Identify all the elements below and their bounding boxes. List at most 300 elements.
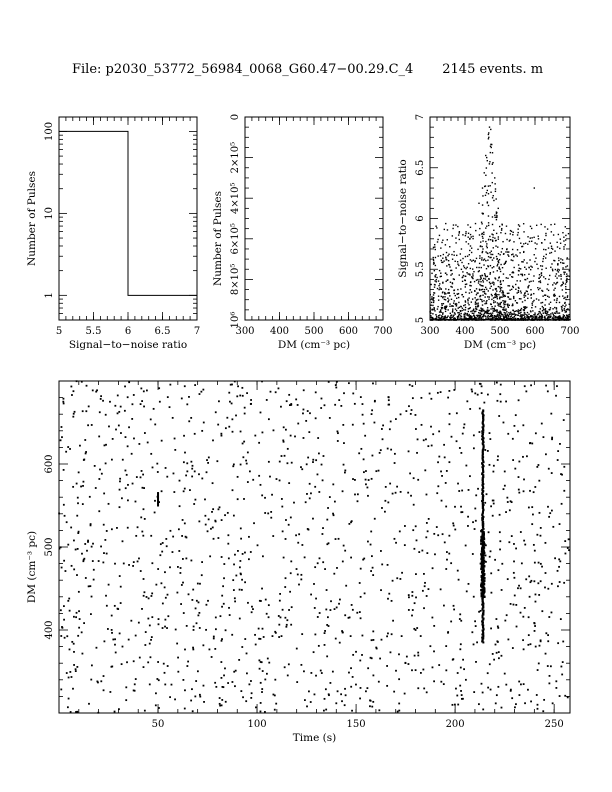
event-point [116, 527, 118, 529]
event-point [229, 401, 231, 403]
data-point [508, 256, 509, 257]
event-point [274, 709, 276, 711]
event-point [274, 679, 276, 681]
data-point [512, 303, 513, 304]
event-point [232, 465, 234, 467]
data-point [485, 251, 486, 252]
data-point [530, 294, 531, 295]
event-point [537, 704, 539, 706]
data-point [465, 286, 466, 287]
data-point [560, 243, 561, 244]
event-count: 2145 events. m [442, 62, 544, 77]
event-point [156, 678, 158, 680]
y-tick-label: 5.5 [415, 261, 426, 278]
data-point [490, 152, 491, 153]
data-point [467, 315, 468, 316]
data-point [512, 305, 513, 306]
data-point [471, 260, 472, 261]
event-point [550, 413, 552, 415]
data-point [552, 269, 553, 270]
data-point [561, 319, 562, 320]
event-point [545, 453, 547, 455]
event-point [363, 458, 365, 460]
data-point [490, 146, 491, 147]
data-point [500, 318, 501, 319]
event-point [244, 407, 246, 409]
event-point [441, 500, 443, 502]
data-point [471, 316, 472, 317]
data-point [480, 281, 481, 282]
data-point [520, 280, 521, 281]
event-point [522, 639, 524, 641]
event-point [120, 602, 122, 604]
event-point [475, 625, 477, 627]
event-point [510, 689, 512, 691]
data-point [488, 279, 489, 280]
event-point [221, 638, 223, 640]
event-point [375, 470, 377, 472]
event-point [244, 638, 246, 640]
event-point [413, 628, 415, 630]
data-point [461, 310, 462, 311]
data-point [552, 319, 553, 320]
event-point [188, 420, 190, 422]
event-point [564, 540, 566, 542]
data-point [481, 299, 482, 300]
event-point [449, 461, 451, 463]
event-point [477, 394, 479, 396]
data-point [483, 314, 484, 315]
event-point [136, 476, 138, 478]
event-point [563, 582, 565, 584]
event-point [524, 702, 526, 704]
event-point [484, 502, 486, 504]
event-point [541, 610, 543, 612]
event-point [404, 693, 406, 695]
event-point [499, 549, 501, 551]
event-point [535, 594, 537, 596]
data-point [541, 317, 542, 318]
event-point [474, 528, 476, 530]
event-point [220, 615, 222, 617]
data-point [506, 239, 507, 240]
event-point [151, 593, 153, 595]
data-point [448, 260, 449, 261]
data-point [485, 155, 486, 156]
data-point [504, 304, 505, 305]
data-point [503, 273, 504, 274]
data-point [481, 233, 482, 234]
event-point [246, 392, 248, 394]
event-point [453, 605, 455, 607]
event-point [180, 567, 182, 569]
event-point [166, 545, 168, 547]
data-point [442, 312, 443, 313]
event-point [399, 531, 401, 533]
data-point [497, 246, 498, 247]
event-point [408, 663, 410, 665]
event-point [245, 460, 247, 462]
event-point [141, 470, 143, 472]
data-point [477, 302, 478, 303]
event-point [369, 699, 371, 701]
data-point [548, 290, 549, 291]
event-point [120, 586, 122, 588]
data-point [524, 300, 525, 301]
event-point [112, 639, 114, 641]
data-point [553, 289, 554, 290]
event-point [100, 398, 102, 400]
data-point [447, 317, 448, 318]
data-point [502, 241, 503, 242]
data-point [520, 290, 521, 291]
event-point [450, 562, 452, 564]
event-point [477, 488, 479, 490]
event-point [143, 406, 145, 408]
snr-histogram-panel [26, 117, 200, 351]
event-point [534, 562, 536, 564]
y-tick-label: 10 [44, 207, 55, 220]
event-point [167, 665, 169, 667]
event-point [146, 390, 148, 392]
event-point [422, 669, 424, 671]
event-point [103, 524, 105, 526]
event-point [336, 607, 338, 609]
event-point [161, 490, 163, 492]
event-point [231, 403, 233, 405]
event-point [157, 471, 159, 473]
data-point [466, 267, 467, 268]
event-point [514, 425, 516, 427]
data-point [445, 257, 446, 258]
event-point [490, 572, 492, 574]
data-point [562, 232, 563, 233]
data-point [476, 317, 477, 318]
data-point [529, 281, 530, 282]
event-point [194, 433, 196, 435]
data-point [520, 268, 521, 269]
data-point [567, 265, 568, 266]
data-point [437, 241, 438, 242]
event-point [58, 513, 60, 515]
event-point [548, 616, 550, 618]
event-point [363, 558, 365, 560]
event-point [381, 564, 383, 566]
event-point [76, 666, 78, 668]
data-point [550, 302, 551, 303]
data-point [462, 294, 463, 295]
event-point [314, 634, 316, 636]
event-point [208, 518, 210, 520]
event-point [537, 708, 539, 710]
event-point [220, 661, 222, 663]
data-point [507, 278, 508, 279]
event-point [443, 444, 445, 446]
data-point [483, 300, 484, 301]
event-point [396, 486, 398, 488]
data-point [449, 246, 450, 247]
data-point [564, 244, 565, 245]
event-point [547, 390, 549, 392]
data-point [474, 290, 475, 291]
event-point [76, 711, 78, 713]
event-point [243, 498, 245, 500]
event-point [551, 472, 553, 474]
event-point [360, 687, 362, 689]
data-point [524, 312, 525, 313]
event-point [286, 619, 288, 621]
event-point [328, 693, 330, 695]
event-point [565, 553, 567, 555]
data-point [500, 284, 501, 285]
data-point [481, 267, 482, 268]
data-point [541, 242, 542, 243]
event-point [529, 596, 531, 598]
event-point [453, 525, 455, 527]
data-point [559, 248, 560, 249]
event-point [365, 690, 367, 692]
event-point [370, 544, 372, 546]
event-point [161, 551, 163, 553]
event-point [73, 651, 75, 653]
data-point [486, 280, 487, 281]
event-point [314, 486, 316, 488]
data-point [500, 232, 501, 233]
event-point [355, 684, 357, 686]
event-point [401, 572, 403, 574]
data-point [455, 267, 456, 268]
event-point [335, 702, 337, 704]
data-point [482, 240, 483, 241]
event-point [264, 711, 266, 713]
event-point [144, 518, 146, 520]
event-point [297, 404, 299, 406]
event-point [242, 553, 244, 555]
burst-core-point [480, 530, 482, 532]
event-point [496, 382, 498, 384]
event-point [503, 422, 505, 424]
event-point [111, 666, 113, 668]
event-point [409, 473, 411, 475]
event-point [260, 682, 262, 684]
data-point [540, 265, 541, 266]
event-point [345, 694, 347, 696]
event-point [103, 675, 105, 677]
event-point [61, 567, 63, 569]
event-point [524, 544, 526, 546]
event-point [91, 424, 93, 426]
data-point [507, 304, 508, 305]
data-point [469, 315, 470, 316]
data-point [519, 252, 520, 253]
event-point [445, 506, 447, 508]
event-point [421, 424, 423, 426]
event-point [456, 440, 458, 442]
data-point [500, 296, 501, 297]
data-point [510, 298, 511, 299]
y-axis-label: Number of Pulses [212, 191, 224, 286]
event-point [221, 640, 223, 642]
data-point [430, 294, 431, 295]
event-point [479, 431, 481, 433]
event-point [103, 552, 105, 554]
event-point [533, 580, 535, 582]
event-point [98, 560, 100, 562]
event-point [63, 560, 65, 562]
data-point [543, 312, 544, 313]
event-point [93, 569, 95, 571]
x-tick-label: 700 [560, 326, 580, 337]
event-point [315, 675, 317, 677]
event-point [261, 691, 263, 693]
data-point [524, 279, 525, 280]
event-point [77, 502, 79, 504]
event-point [221, 699, 223, 701]
event-point [119, 506, 121, 508]
data-point [496, 212, 497, 213]
event-point [400, 413, 402, 415]
event-point [172, 551, 174, 553]
data-point [493, 200, 494, 201]
data-point [559, 269, 560, 270]
data-point [485, 185, 486, 186]
data-point [518, 312, 519, 313]
data-point [509, 298, 510, 299]
event-point [241, 646, 243, 648]
event-point [445, 482, 447, 484]
data-point [464, 316, 465, 317]
event-point [411, 615, 413, 617]
event-point [474, 508, 476, 510]
data-point [563, 248, 564, 249]
data-point [532, 319, 533, 320]
data-point [530, 237, 531, 238]
event-point [542, 710, 544, 712]
event-point [365, 479, 367, 481]
event-point [380, 589, 382, 591]
data-point [455, 303, 456, 304]
data-point [480, 299, 481, 300]
event-point [382, 438, 384, 440]
data-point [531, 297, 532, 298]
data-point [557, 264, 558, 265]
data-point [481, 257, 482, 258]
event-point [86, 550, 88, 552]
event-point [514, 706, 516, 708]
event-point [387, 564, 389, 566]
event-point [558, 558, 560, 560]
y-tick-label: 1 [44, 292, 55, 299]
event-point [268, 616, 270, 618]
data-point [454, 293, 455, 294]
data-point [473, 271, 474, 272]
data-point [480, 245, 481, 246]
event-point [330, 609, 332, 611]
event-point [360, 448, 362, 450]
data-point [559, 302, 560, 303]
event-point [90, 679, 92, 681]
event-point [118, 411, 120, 413]
data-point [447, 229, 448, 230]
data-point [450, 318, 451, 319]
event-point [476, 641, 478, 643]
data-point [488, 310, 489, 311]
event-point [342, 490, 344, 492]
event-point [298, 533, 300, 535]
event-point [201, 561, 203, 563]
event-point [529, 490, 531, 492]
data-point [551, 231, 552, 232]
data-point [471, 318, 472, 319]
event-point [460, 643, 462, 645]
event-point [187, 661, 189, 663]
event-point [102, 400, 104, 402]
event-point [352, 676, 354, 678]
event-point [218, 537, 220, 539]
event-point [283, 426, 285, 428]
event-point [226, 417, 228, 419]
event-point [509, 509, 511, 511]
data-point [447, 279, 448, 280]
event-point [232, 431, 234, 433]
data-point [430, 307, 431, 308]
event-point [140, 403, 142, 405]
event-point [395, 670, 397, 672]
event-point [431, 617, 433, 619]
data-point [471, 252, 472, 253]
y-tick-label: 10⁶ [230, 311, 241, 329]
event-point [495, 702, 497, 704]
data-point [492, 234, 493, 235]
data-point [498, 260, 499, 261]
event-point [211, 511, 213, 513]
event-point [416, 452, 418, 454]
event-point [223, 563, 225, 565]
data-point [450, 282, 451, 283]
event-point [88, 703, 90, 705]
event-point [544, 587, 546, 589]
event-point [411, 595, 413, 597]
event-point [144, 432, 146, 434]
event-point [268, 461, 270, 463]
data-point [554, 312, 555, 313]
event-point [523, 540, 525, 542]
event-point [499, 531, 501, 533]
data-point [554, 294, 555, 295]
data-point [513, 298, 514, 299]
data-point [569, 309, 570, 310]
data-point [536, 319, 537, 320]
event-point [227, 682, 229, 684]
data-point [560, 274, 561, 275]
data-point [465, 241, 466, 242]
event-point [417, 655, 419, 657]
event-point [344, 688, 346, 690]
data-point [513, 256, 514, 257]
data-point [455, 308, 456, 309]
data-point [465, 292, 466, 293]
event-point [424, 582, 426, 584]
event-point [213, 636, 215, 638]
event-point [452, 704, 454, 706]
event-point [479, 408, 481, 410]
data-point [484, 303, 485, 304]
data-point [519, 313, 520, 314]
data-point [485, 260, 486, 261]
event-point [67, 446, 69, 448]
event-point [67, 544, 69, 546]
event-point [287, 448, 289, 450]
